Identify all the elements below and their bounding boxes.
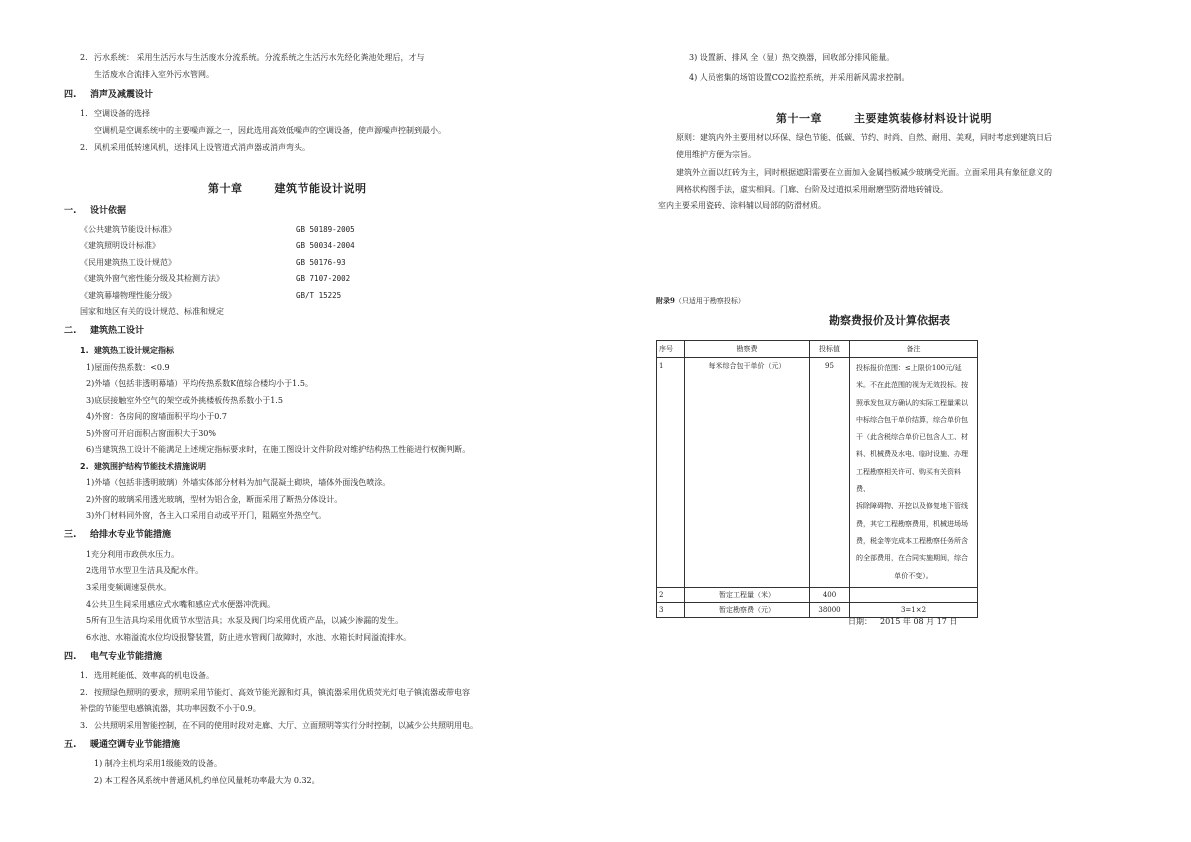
table-header: 投标值 [810, 341, 850, 358]
table-row [657, 358, 978, 588]
water-item: 4公共卫生间采用感应式水嘴和感应式水便器冲洗阀。 [86, 600, 276, 609]
sewage-line-2: 生活废水合流排入室外污水管网。 [94, 70, 214, 79]
section-basis-heading: 一. 设计依据 [64, 206, 127, 216]
chapter-10-title: 第十章 建筑节能设计说明 [208, 182, 367, 195]
section-water-heading: 三. 给排水专业节能措施 [64, 530, 172, 540]
table-cell: 2 [657, 587, 685, 602]
facade-line-2: 网格状构图手法，虚实相间。门廊、台阶及过道拟采用耐磨型防滑地砖铺设。 [676, 185, 948, 194]
table-title: 勘察费报价及计算依据表 [829, 314, 950, 327]
table-cell [850, 587, 978, 602]
table-cell: 400 [810, 587, 850, 602]
left-column: 2. 污水系统： 采用生活污水与生活废水分流系统。分流系统之生活污水先经化粪池处理后，才与 生活废水合流排入室外污水管网。 四. 消声及减震设计 1. 空调设备的选择 空调机是空调系统中的主要噪声源之一，因此选用高效低噪声的空调设备，使声源噪声控制到最小。 2. 风机采用低转速风机，送排风上设管道式消声器或消声弯头。 第十章 建筑节能设计说明 一. 设计依据 《公共建筑节能设计标准》 GB 50189-2005 《建筑照明设计标准》 GB 50034-2004 《民用建筑热工设计规范》 GB 50176-93 《建筑外窗气密性能分级及其检测方法》 GB 7107-2002 《建筑幕墙物理性能分级》 GB/T 15225 国家和地区有关的设计规范、标准和规定 二. 建筑热工设计 1. 建筑热工设计规定指标 1)屋面传热系数：<0.9 2)外墙（包括非透明幕墙）平均传热系数K值综合楼均小于1.5。 3)底层接触室外空气的架空或外挑楼板传热系数小于1.5 4)外窗：各房间的窗墙面积平均小于0.7 5)外窗可开启面积占窗面积大于30% 6)当建筑热工设计不能满足上述规定指标要求时，在施工图设计文件阶段对维护结构热工性能进行权衡判断。 2. 建筑围护结构节能技术措施说明 1)外墙（包括非透明玻璃）外墙实体部分材料为加气混凝土砌块，墙体外面浅色喷涂。 2)外窗的玻璃采用透光玻璃，型材为铝合金，断面采用了断热分体设计。 3)外门材料同外窗，各主入口采用自动或平开门，阻隔室外热空气。 三. 给排水专业节能措施 1充分利用市政供水压力。 2选用节水型卫生洁具及配水件。 3采用变频调速泵供水。 4公共卫生间采用感应式水嘴和感应式水便器冲洗阀。 5所有卫生洁具均采用优质节水型洁具；水泵及阀门均采用优质产品，以减少渗漏的发生。 6水池、水箱溢流水位均设报警装置，防止进水管阀门故障时，水池、水箱长时间溢流排水。 四. 电气专业节能措施 1. 选用耗能低、效率高的机电设备。 2. 按照绿色照明的要求，照明采用节能灯、高效节能光源和灯具，镇流器采用优质荧光灯电子镇流器或带电容 补偿的节能型电感镇流器，其功率因数不小于0.9。 3. 公共照明采用智能控制，在不同的使用时段对走廊、大厅、立面照明等实行分时控制，以减少公共照明用电。 五. 暖通空调专业节能措施 1) 制冷主机均采用1级能效的设备。 2) 本工程各风系统中普通风机,约单位风量耗功率最大为 0.32。 [64, 53, 478, 785]
table-header-row [657, 341, 978, 358]
thermal-item: 4)外窗：各房间的窗墙面积平均小于0.7 [86, 412, 227, 421]
electric-item-1: 1. 选用耗能低、效率高的机电设备。 [80, 671, 214, 680]
envelope-item: 1)外墙（包括非透明玻璃）外墙实体部分材料为加气混凝土砌块，墙体外面浅色喷涂。 [86, 478, 391, 487]
table-header: 勘察费 [685, 341, 810, 358]
table-row [657, 587, 978, 602]
section-hvac-heading: 五. 暖通空调专业节能措施 [64, 740, 181, 750]
table-row [657, 602, 978, 617]
chapter-11-title: 第十一章 主要建筑装修材料设计说明 [776, 112, 992, 125]
facade-line-1: 建筑外立面以红砖为主，同时根据遮阳需要在立面加入金属挡板减少玻璃受光面。立面采用具有象征意义的 [676, 168, 1052, 177]
electric-item-2-cont: 补偿的节能型电感镇流器，其功率因数不小于0.9。 [80, 704, 261, 713]
principle-line-2: 使用维护方便为宗旨。 [676, 150, 756, 159]
electric-item-2: 2. 按照绿色照明的要求，照明采用节能灯、高效节能光源和灯具，镇流器采用优质荧光灯电子镇流器或带电容 [80, 688, 470, 697]
hvac-item: 2) 本工程各风系统中普通风机,约单位风量耗功率最大为 0.32。 [94, 776, 320, 785]
basis-other: 国家和地区有关的设计规范、标准和规定 [80, 307, 224, 316]
principle-line-1: 原则：建筑内外主要用材以环保、绿色节能、低碳、节约、时尚、自然、耐用、美观，同时考虑到建筑日后 [676, 133, 1052, 142]
noise-item-1-text: 空调机是空调系统中的主要噪声源之一，因此选用高效低噪声的空调设备，使声源噪声控制到最小。 [94, 126, 446, 135]
electric-item-3: 3. 公共照明采用智能控制，在不同的使用时段对走廊、大厅、立面照明等实行分时控制，以减少公共照明用电。 [80, 721, 478, 730]
section-electric-heading: 四. 电气专业节能措施 [64, 652, 163, 662]
thermal-sub-1: 1. 建筑热工设计规定指标 [80, 346, 174, 355]
hvac-item: 4) 人员密集的场馆设置CO2监控系统，并采用新风需求控制。 [689, 73, 910, 82]
table-cell [850, 358, 978, 588]
envelope-item: 3)外门材料同外窗，各主入口采用自动或平开门，阻隔室外热空气。 [86, 511, 327, 520]
table-cell: 3=1×2 [850, 602, 978, 617]
hvac-item: 3) 设置新、排风 全（显）热交换器，回收部分排风能量。 [689, 53, 895, 62]
quote-table [656, 340, 978, 618]
date-line: 日期： 2015 年 08 月 17 日 [848, 617, 958, 626]
thermal-item: 6)当建筑热工设计不能满足上述规定指标要求时，在施工图设计文件阶段对维护结构热工性能进行权衡判断。 [86, 445, 471, 454]
section-noise-heading: 四. 消声及减震设计 [64, 90, 154, 100]
thermal-item: 1)屋面传热系数：<0.9 [86, 363, 170, 372]
water-item: 6水池、水箱溢流水位均设报警装置，防止进水管阀门故障时，水池、水箱长时间溢流排水。 [86, 633, 412, 642]
table-cell: 暂定工程量（米） [685, 587, 810, 602]
thermal-item: 2)外墙（包括非透明幕墙）平均传热系数K值综合楼均小于1.5。 [86, 379, 313, 388]
sewage-line-1: 2. 污水系统： 采用生活污水与生活废水分流系统。分流系统之生活污水先经化粪池处理后，才与 [80, 53, 425, 62]
water-item: 2选用节水型卫生洁具及配水件。 [86, 566, 204, 575]
water-item: 5所有卫生洁具均采用优质节水型洁具；水泵及阀门均采用优质产品，以减少渗漏的发生。 [86, 616, 404, 625]
note-lines: 投标报价范围：≤上限价100元/延 米。不在此范围的视为无效投标。按 照承发包双方确认的实际工程量乘以 中标综合包干单价结算，综合单价包 干（此含税综合单价已包含人工、材 料、机械费及水电、临时设施、办理 工程勘察相关许可、购买有关资料费、 拆除障碍物、开挖以及修复地下管线 费，其它工程勘察费用，机械进场场 费，税金等完成本工程勘察任务所含 的全部费用，在合同实施期间，综合 单价不变）。 [856, 364, 968, 580]
thermal-item: 5)外窗可开启面积占窗面积大于30% [86, 429, 216, 438]
appendix-label: 附录9（只适用于勘察投标） [656, 296, 745, 305]
envelope-item: 2)外窗的玻璃采用透光玻璃，型材为铝合金，断面采用了断热分体设计。 [86, 495, 343, 504]
thermal-sub-2: 2. 建筑围护结构节能技术措施说明 [80, 462, 206, 471]
water-item: 1充分利用市政供水压力。 [86, 550, 180, 559]
section-thermal-heading: 二. 建筑热工设计 [64, 326, 145, 336]
table-cell: 38000 [810, 602, 850, 617]
noise-item-1: 1. 空调设备的选择 [80, 109, 150, 118]
noise-item-2: 2. 风机采用低转速风机，送排风上设管道式消声器或消声弯头。 [80, 143, 310, 152]
table-cell: 95 [810, 358, 850, 588]
table-header: 备注 [850, 341, 978, 358]
table-header: 序号 [657, 341, 685, 358]
table-cell: 3 [657, 602, 685, 617]
interior-line: 室内主要采用瓷砖、涂料辅以局部的防滑材质。 [658, 201, 826, 210]
water-item: 3采用变频调速泵供水。 [86, 583, 172, 592]
thermal-item: 3)底层接触室外空气的架空或外挑楼板传热系数小于1.5 [86, 396, 283, 405]
table-cell: 每米综合包干单价（元） [685, 358, 810, 588]
table-cell: 暂定勘察费（元） [685, 602, 810, 617]
table-cell: 1 [657, 358, 685, 588]
hvac-item: 1) 制冷主机均采用1级能效的设备。 [94, 759, 222, 768]
